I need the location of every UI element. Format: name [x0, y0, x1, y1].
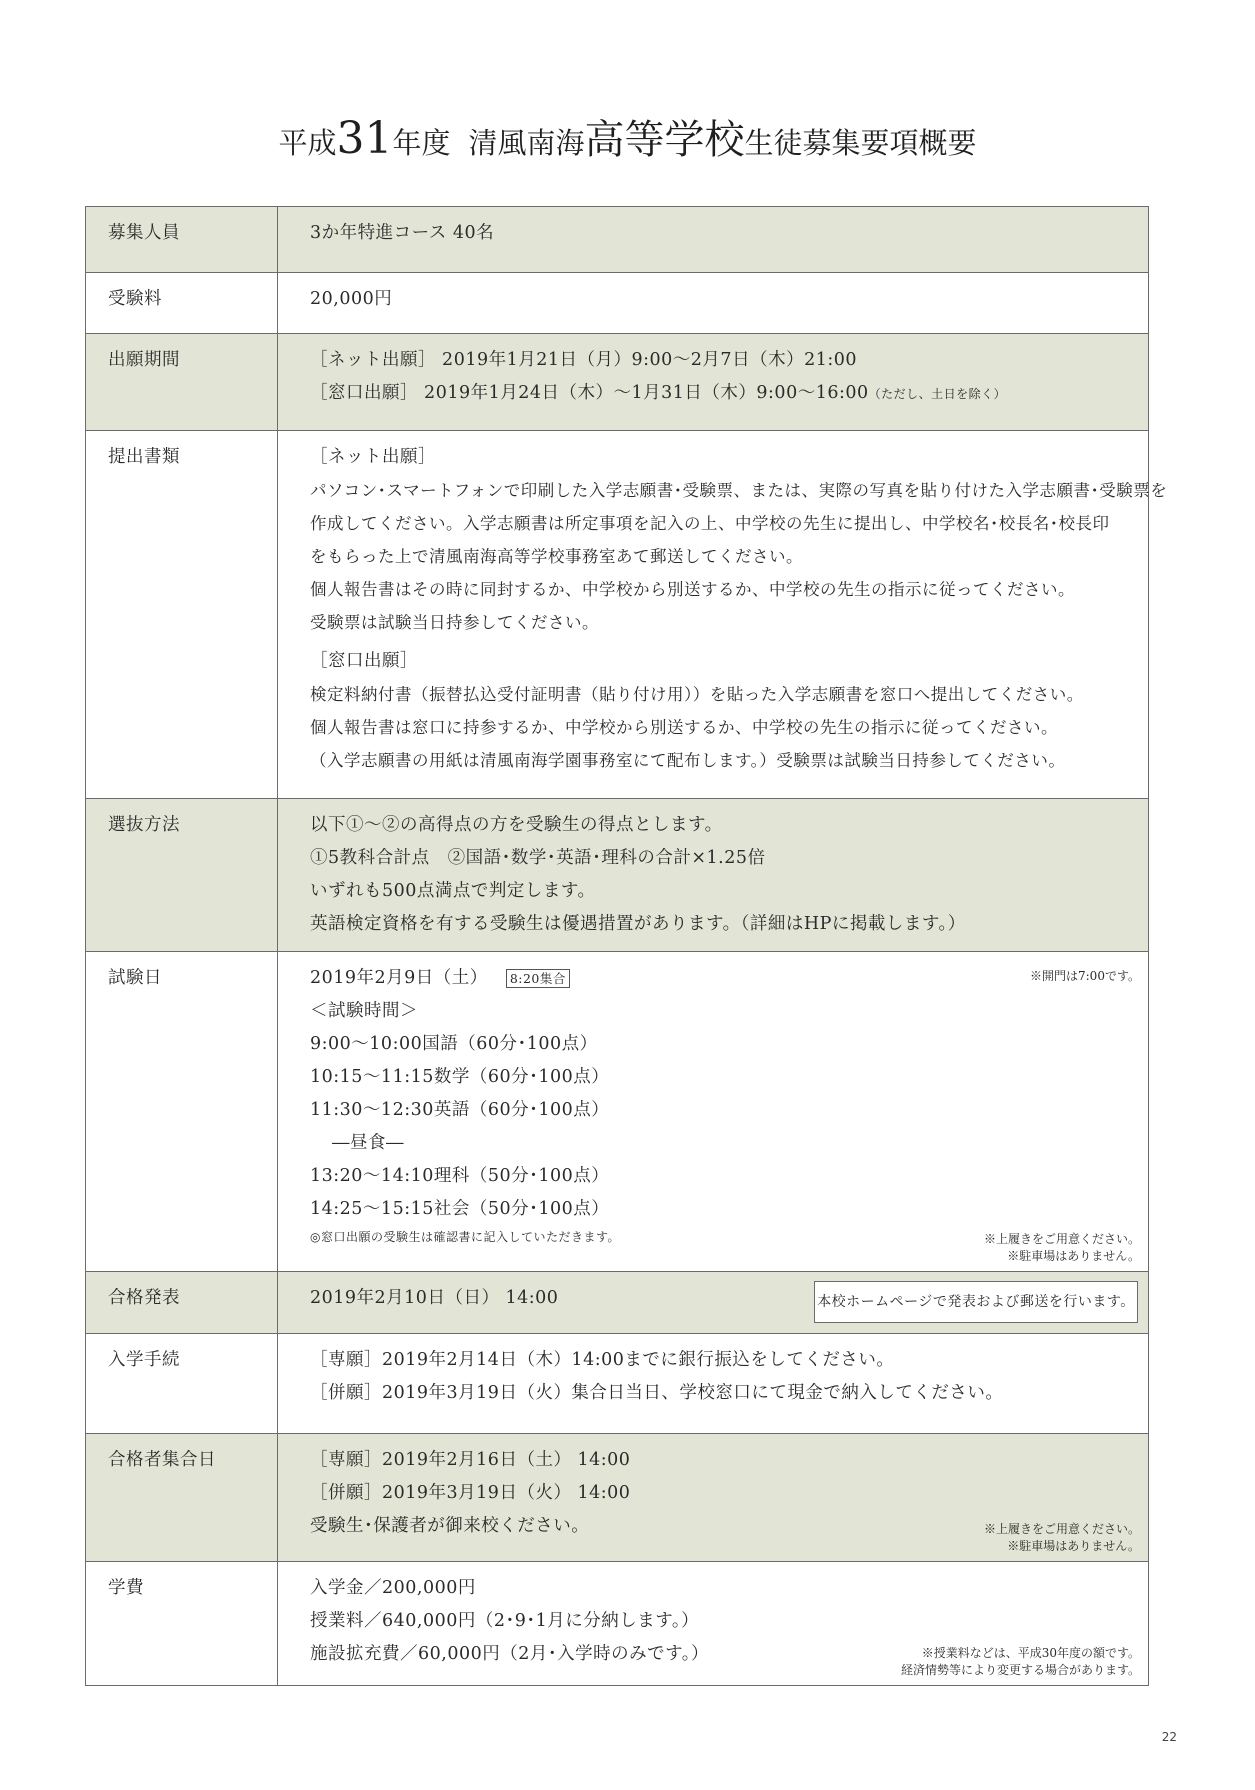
documents-net-line: パソコン･スマートフォンで印刷した入学志願書･受験票、または、実際の写真を貼り付けた入学志願書･受験票を [310, 481, 1168, 500]
label-gathering: 合格者集合日 [86, 1434, 278, 1562]
selection-line: 英語検定資格を有する受験生は優遇措置があります。（詳細はHPに掲載します。） [310, 914, 966, 934]
row-recruit [86, 207, 1149, 273]
row-tuition [86, 1562, 1149, 1686]
label-procedure: 入学手続 [86, 1334, 278, 1434]
row-announce [86, 1272, 1149, 1334]
label-period: 出願期間 [86, 334, 278, 431]
schedule-row: 13:20～14:10理科（50分･100点） [310, 1166, 610, 1186]
period-window-note: （ただし、土日を除く） [868, 387, 1007, 401]
documents-net-heading: ［ネット出願］ [310, 447, 436, 467]
row-selection [86, 799, 1149, 952]
admission-table [85, 206, 1168, 1686]
selection-line: いずれも500点満点で判定します。 [310, 881, 596, 901]
title-school-name: 清風南海 [468, 126, 585, 160]
label-documents: 提出書類 [86, 431, 278, 799]
gate-note: ※開門は7:00です。 [1030, 969, 1140, 983]
row-exam [86, 952, 1149, 1272]
row-gathering [86, 1434, 1149, 1562]
schedule-row: 10:15～11:15数学（60分･100点） [310, 1067, 610, 1087]
title-era: 平成 [278, 126, 337, 160]
lunch-break: ―昼食― [332, 1133, 404, 1153]
value-announce: 2019年2月10日（日） 14:00 [310, 1288, 559, 1308]
gathering-line: 受験生･保護者が御来校ください。 [310, 1516, 590, 1536]
tuition-notes: ※授業料などは、平成30年度の額です。 経済情勢等により変更する場合があります。 [900, 1646, 1140, 1677]
selection-line: 以下①～②の高得点の方を受験生の得点とします。 [310, 815, 723, 835]
procedure-line: ［併願］2019年3月19日（火）集合日当日、学校窓口にて現金で納入してください。 [310, 1383, 1004, 1403]
page-number: 22 [1161, 1730, 1177, 1744]
schedule-row: 11:30～12:30英語（60分･100点） [310, 1100, 610, 1120]
row-period [86, 334, 1149, 431]
tuition-line: 授業料／640,000円（2･9･1月に分納します。） [310, 1611, 700, 1631]
label-fee: 受験料 [86, 273, 278, 334]
label-selection: 選抜方法 [86, 799, 278, 952]
row-documents [86, 431, 1149, 799]
documents-net-line: をもらった上で清風南海高等学校事務室あて郵送してください。 [310, 547, 803, 566]
gathering-notes: ※上履きをご用意ください。 ※駐車場はありません。 [983, 1522, 1140, 1553]
selection-line: ①5教科合計点 ②国語･数学･英語･理科の合計×1.25倍 [310, 848, 766, 868]
gather-time-badge: 8:20集合 [506, 969, 570, 988]
documents-net-line: 作成してください。入学志願書は所定事項を記入の上、中学校の先生に提出し、中学校名･校長名･校長印 [310, 514, 1110, 533]
page-title [0, 108, 1255, 168]
gathering-line: ［専願］2019年2月16日（土） 14:00 [310, 1450, 631, 1470]
period-net: ［ネット出願］ 2019年1月21日（月）9:00～2月7日（木）21:00 [310, 350, 857, 370]
documents-net-line: 個人報告書はその時に同封するか、中学校から別送するか、中学校の先生の指示に従ってください。 [310, 580, 1075, 599]
title-suffix: 生徒募集要項概要 [744, 126, 977, 160]
value-fee: 20,000円 [310, 289, 393, 309]
exam-date: 2019年2月9日（土） [310, 968, 488, 988]
tuition-line: 施設拡充費／60,000円（2月･入学時のみです。） [310, 1644, 709, 1664]
schedule-heading: ＜試験時間＞ [310, 1001, 418, 1021]
title-school-type: 高等学校 [584, 117, 745, 163]
schedule-row: 9:00～10:00国語（60分･100点） [310, 1034, 598, 1054]
exam-notes: ※上履きをご用意ください。 ※駐車場はありません。 [983, 1232, 1140, 1263]
label-announce: 合格発表 [86, 1272, 278, 1334]
documents-window-line: 個人報告書は窓口に持参するか、中学校から別送するか、中学校の先生の指示に従ってください。 [310, 718, 1058, 737]
documents-net-line: 受験票は試験当日持参してください。 [310, 613, 599, 632]
label-recruit: 募集人員 [86, 207, 278, 273]
documents-window-line: （入学志願書の用紙は清風南海学園事務室にて配布します。）受験票は試験当日持参してください。 [310, 751, 1066, 770]
label-tuition: 学費 [86, 1562, 278, 1686]
period-window: ［窓口出願］ 2019年1月24日（木）～1月31日（木）9:00～16:00 [310, 383, 869, 403]
confirm-note: ◎窓口出願の受験生は確認書に記入していただきます。 [310, 1230, 621, 1244]
announce-method-box: 本校ホームページで発表および郵送を行います。 [814, 1281, 1138, 1323]
row-fee [86, 273, 1149, 334]
procedure-line: ［専願］2019年2月14日（木）14:00までに銀行振込をしてください。 [310, 1350, 895, 1370]
gathering-line: ［併願］2019年3月19日（火） 14:00 [310, 1483, 631, 1503]
documents-window-heading: ［窓口出願］ [310, 651, 418, 671]
tuition-line: 入学金／200,000円 [310, 1578, 476, 1598]
row-procedure [86, 1334, 1149, 1434]
label-exam: 試験日 [86, 952, 278, 1272]
value-recruit: 3か年特進コース 40名 [310, 223, 495, 243]
title-year-suffix: 年度 [392, 126, 451, 160]
documents-window-line: 検定料納付書（振替払込受付証明書（貼り付け用））を貼った入学志願書を窓口へ提出してください。 [310, 685, 1084, 704]
title-year-number: 31 [336, 113, 393, 164]
schedule-row: 14:25～15:15社会（50分･100点） [310, 1199, 610, 1219]
